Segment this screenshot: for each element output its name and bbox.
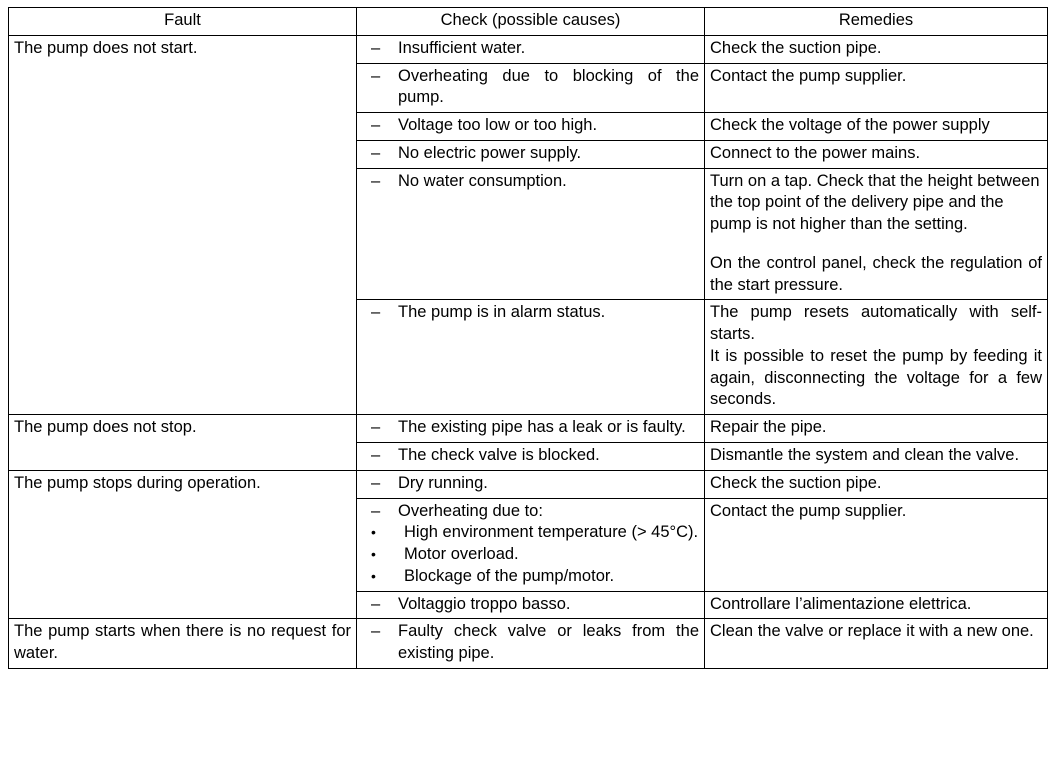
check-item-label: Voltage too low or too high. xyxy=(398,116,598,135)
check-cell xyxy=(357,35,705,63)
dash-marker-icon: – xyxy=(371,473,381,492)
check-item-label: No water consumption. xyxy=(398,171,567,190)
check-item-label: Voltaggio troppo basso. xyxy=(398,594,571,613)
check-item-label: Overheating due to blocking of the pump. xyxy=(398,66,699,107)
bullet-marker-icon: • xyxy=(371,546,376,563)
fault-cell: The pump does not start. xyxy=(9,35,357,414)
check-item-label: No electric power supply. xyxy=(398,143,582,162)
fault-cell: The pump stops during operation. xyxy=(9,470,357,619)
dash-marker-icon: – xyxy=(371,143,381,162)
remedy-paragraph: Controllare l’alimentazione elettrica. xyxy=(710,594,972,613)
check-dash-item xyxy=(362,302,699,324)
remedy-paragraph: Check the voltage of the power supply xyxy=(710,116,990,135)
bullet-marker-icon: • xyxy=(371,567,376,584)
check-bullet-item xyxy=(362,566,699,588)
check-dash-item xyxy=(362,501,699,523)
check-item-label: High environment temperature (> 45°C). xyxy=(404,523,699,542)
check-item-label: Overheating due to: xyxy=(398,501,543,520)
remedy-cell xyxy=(705,498,1048,591)
column-header-remedies: Remedies xyxy=(705,8,1048,36)
remedy-paragraph: Clean the valve or replace it with a new one. xyxy=(710,622,1034,641)
table-header xyxy=(9,8,1048,36)
remedy-cell xyxy=(705,591,1048,619)
check-cell xyxy=(357,498,705,591)
check-cell xyxy=(357,415,705,443)
check-item-label: The pump is in alarm status. xyxy=(398,303,606,322)
check-dash-item xyxy=(362,417,699,439)
fault-cell: The pump starts when there is no request for water. xyxy=(9,619,357,669)
remedy-paragraph: Connect to the power mains. xyxy=(710,143,921,162)
dash-marker-icon: – xyxy=(371,66,381,85)
remedy-paragraph: The pump resets automatically with self-starts. xyxy=(710,303,1042,344)
column-header-check: Check (possible causes) xyxy=(357,8,705,36)
table-row xyxy=(9,619,1048,669)
check-cell xyxy=(357,591,705,619)
check-dash-item xyxy=(362,445,699,467)
remedy-cell xyxy=(705,140,1048,168)
fault-cell: The pump does not stop. xyxy=(9,415,357,471)
check-cell xyxy=(357,300,705,415)
check-item-label: Blockage of the pump/motor. xyxy=(404,566,615,585)
remedy-paragraph: Check the suction pipe. xyxy=(710,38,882,57)
remedy-cell xyxy=(705,619,1048,669)
remedy-paragraph: Dismantle the system and clean the valve. xyxy=(710,446,1020,465)
dash-marker-icon: – xyxy=(371,116,381,135)
remedy-cell xyxy=(705,63,1048,113)
check-cell xyxy=(357,443,705,471)
table-row xyxy=(9,35,1048,63)
check-item-label: The check valve is blocked. xyxy=(398,446,600,465)
bullet-marker-icon: • xyxy=(371,524,376,541)
remedy-cell xyxy=(705,113,1048,141)
remedy-cell xyxy=(705,300,1048,415)
remedy-cell xyxy=(705,470,1048,498)
check-bullet-item xyxy=(362,544,699,566)
remedy-cell xyxy=(705,415,1048,443)
check-item-label: Motor overload. xyxy=(404,545,519,564)
remedy-paragraph: Contact the pump supplier. xyxy=(710,501,907,520)
check-dash-item xyxy=(362,621,699,665)
check-cell xyxy=(357,470,705,498)
check-dash-item xyxy=(362,66,699,110)
check-item-label: The existing pipe has a leak or is faulty. xyxy=(398,418,686,437)
check-dash-item xyxy=(362,115,699,137)
check-cell xyxy=(357,140,705,168)
table-row xyxy=(9,415,1048,443)
check-item-label: Faulty check valve or leaks from the existing pipe. xyxy=(398,622,699,663)
dash-marker-icon: – xyxy=(371,594,381,613)
table-body xyxy=(9,35,1048,668)
remedy-paragraph: Check the suction pipe. xyxy=(710,473,882,492)
check-dash-item xyxy=(362,38,699,60)
remedy-paragraph: It is possible to reset the pump by feeding it again, disconnecting the voltage for a few seconds. xyxy=(710,346,1042,409)
dash-marker-icon: – xyxy=(371,622,381,641)
remedy-paragraph: Repair the pipe. xyxy=(710,418,827,437)
remedy-paragraph: On the control panel, check the regulation of the start pressure. xyxy=(710,253,1042,294)
check-cell xyxy=(357,168,705,300)
dash-marker-icon: – xyxy=(371,303,381,322)
remedy-paragraph: Contact the pump supplier. xyxy=(710,66,907,85)
check-dash-item xyxy=(362,143,699,165)
check-cell xyxy=(357,619,705,669)
remedy-cell xyxy=(705,443,1048,471)
dash-marker-icon: – xyxy=(371,418,381,437)
dash-marker-icon: – xyxy=(371,501,381,520)
header-row xyxy=(9,8,1048,36)
check-item-label: Insufficient water. xyxy=(398,38,526,57)
check-item-label: Dry running. xyxy=(398,473,488,492)
column-header-fault: Fault xyxy=(9,8,357,36)
dash-marker-icon: – xyxy=(371,171,381,190)
check-cell xyxy=(357,113,705,141)
check-bullet-item xyxy=(362,522,699,544)
table-row xyxy=(9,470,1048,498)
remedy-paragraph: Turn on a tap. Check that the height between the top point of the delivery pipe and the pump is not higher than the setting. xyxy=(710,171,1040,234)
check-dash-item xyxy=(362,171,699,193)
remedy-cell xyxy=(705,168,1048,300)
troubleshooting-table xyxy=(8,7,1048,669)
remedy-cell xyxy=(705,35,1048,63)
check-dash-item xyxy=(362,594,699,616)
check-dash-item xyxy=(362,473,699,495)
check-cell xyxy=(357,63,705,113)
dash-marker-icon: – xyxy=(371,38,381,57)
dash-marker-icon: – xyxy=(371,446,381,465)
